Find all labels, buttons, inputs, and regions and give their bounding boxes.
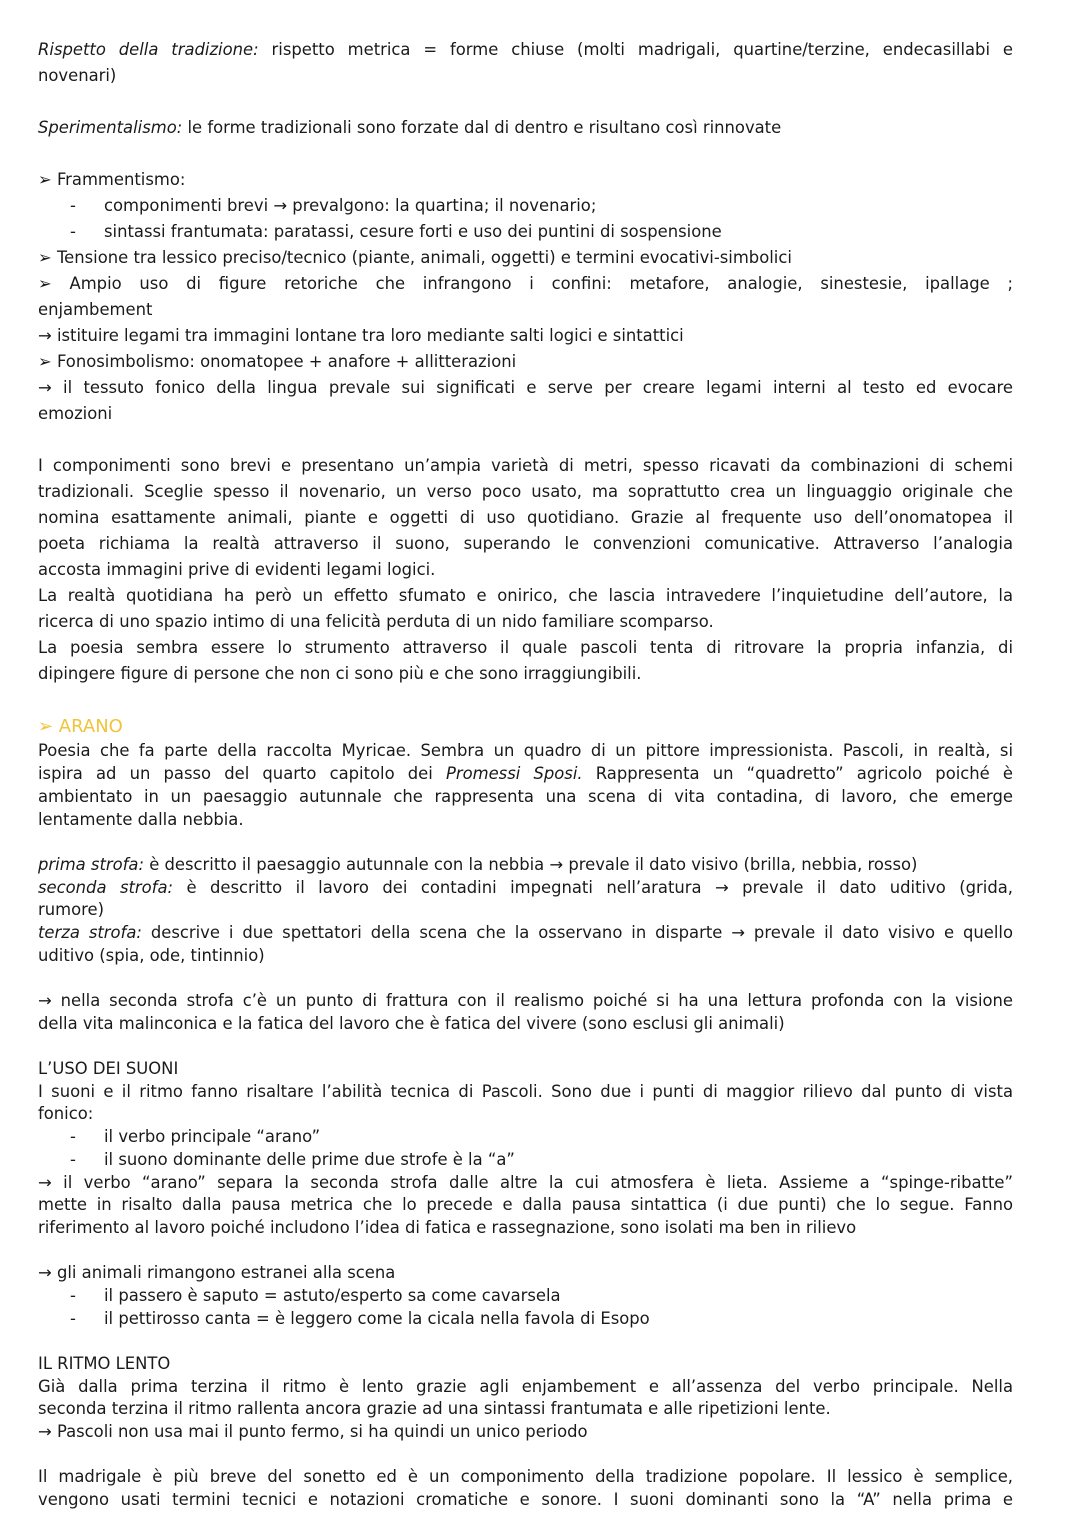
- tradizione-line-2: novenari): [38, 66, 117, 85]
- frammentismo-item: ➢ Frammentismo:: [38, 170, 186, 189]
- arano-heading: ➢ ARANO: [38, 716, 123, 737]
- tessuto-line-1: → il tessuto fonico della lingua prevale sui significati e serve per creare legami interni al testo ed evocare: [38, 378, 1013, 397]
- figure-item-line-1: ➢ Ampio uso di figure retoriche che infrangono i confini: metafore, analogie, sinestesie, ipallage ;: [38, 274, 1013, 293]
- tradizione-text: rispetto metrica = forme chiuse (molti madrigali, quartine/terzine, endecasillabi e: [258, 40, 1013, 59]
- seconda-strofa-label: seconda strofa:: [38, 878, 174, 897]
- paragraph-line: ricerca di uno spazio intimo di una felicità perduta di un nido familiare scomparso.: [38, 612, 714, 631]
- bullet-dash: -: [70, 222, 76, 241]
- suoni-line: fonico:: [38, 1104, 94, 1123]
- paragraph-line: I componimenti sono brevi e presentano un’ampia varietà di metri, spesso ricavati da combinazioni di schemi: [38, 456, 1013, 475]
- terza-strofa-line-2: uditivo (spia, ode, tintinnio): [38, 946, 265, 965]
- ritmo-heading: IL RITMO LENTO: [38, 1354, 171, 1373]
- frammentismo-bullet-2: sintassi frantumata: paratassi, cesure forti e uso dei puntini di sospensione: [104, 222, 722, 241]
- suoni-line: riferimento al lavoro poiché includono l’idea di fatica e rassegnazione, sono isolati ma ben in rilievo: [38, 1218, 857, 1237]
- animali-bullet-1: il passero è saputo = astuto/esperto sa come cavarsela: [104, 1286, 561, 1305]
- arano-line: lentamente dalla nebbia.: [38, 810, 244, 829]
- promessi-sposi-title: Promessi Sposi.: [445, 764, 583, 783]
- terza-strofa-text: descrive i due spettatori della scena che la osservano in disparte → prevale il dato visivo e quello: [141, 923, 1013, 942]
- fonosimbolismo-item: ➢ Fonosimbolismo: onomatopee + anafore + allitterazioni: [38, 352, 517, 371]
- prima-strofa-text: è descritto il paesaggio autunnale con la nebbia → prevale il dato visivo (brilla, nebbia, rosso): [144, 855, 918, 874]
- arano-line-text: ispira ad un passo del quarto capitolo dei: [38, 764, 446, 783]
- paragraph-line: nomina esattamente animali, piante e oggetti di uso quotidiano. Grazie al frequente uso dell’onomatopea il: [38, 508, 1013, 527]
- ritmo-line: Già dalla prima terzina il ritmo è lento grazie agli enjambement e all’assenza del verbo principale. Nella: [38, 1377, 1013, 1396]
- paragraph-line: poeta richiama la realtà attraverso il suono, superando le convenzioni comunicative. Attraverso l’analogia: [38, 534, 1013, 553]
- tradizione-line-1: [38, 39, 1013, 61]
- frattura-line-2: della vita malinconica e la fatica del lavoro che è fatica del vivere (sono esclusi gli animali): [38, 1014, 785, 1033]
- arano-line: Poesia che fa parte della raccolta Myricae. Sembra un quadro di un pittore impressionista. Pascoli, in realtà, si: [38, 741, 1013, 760]
- animali-line: → gli animali rimangono estranei alla scena: [38, 1263, 396, 1282]
- terza-strofa-line: [38, 922, 1013, 944]
- arano-line: ambientato in un paesaggio autunnale che rappresenta una scena di vita contadina, di lavoro, che emerge: [38, 787, 1013, 806]
- bullet-dash: -: [70, 1286, 76, 1305]
- arano-line-text: Rappresenta un “quadretto” agricolo poiché è: [582, 764, 1013, 783]
- seconda-strofa-line-2: rumore): [38, 900, 104, 919]
- suoni-heading: L’USO DEI SUONI: [38, 1059, 179, 1078]
- sperimentalismo-line: [38, 117, 781, 139]
- animali-bullet-2: il pettirosso canta = è leggero come la cicala nella favola di Esopo: [104, 1309, 650, 1328]
- bullet-dash: -: [70, 1150, 76, 1169]
- bullet-dash: -: [70, 1127, 76, 1146]
- sperimentalismo-label: Sperimentalismo:: [38, 118, 183, 137]
- paragraph-line: La realtà quotidiana ha però un effetto sfumato e onirico, che lascia intravedere l’inquietudine dell’autore, la: [38, 586, 1013, 605]
- suoni-line: I suoni e il ritmo fanno risaltare l’abilità tecnica di Pascoli. Sono due i punti di maggior rilievo dal punto di vista: [38, 1082, 1013, 1101]
- paragraph-line: La poesia sembra essere lo strumento attraverso il quale pascoli tenta di ritrovare la propria infanzia, di: [38, 638, 1013, 657]
- tradizione-label: Rispetto della tradizione:: [38, 40, 259, 59]
- paragraph-line: tradizionali. Sceglie spesso il novenario, un verso poco usato, ma soprattutto crea un linguaggio originale che: [38, 482, 1013, 501]
- ritmo-line: → Pascoli non usa mai il punto fermo, si ha quindi un unico periodo: [38, 1422, 588, 1441]
- paragraph-line: dipingere figure di persone che non ci sono più e che sono irraggiungibili.: [38, 664, 642, 683]
- prima-strofa-line: [38, 854, 917, 876]
- seconda-strofa-line: [38, 877, 1013, 899]
- sperimentalismo-text: le forme tradizionali sono forzate dal di dentro e risultano così rinnovate: [182, 118, 782, 137]
- suoni-line: mette in risalto dalla pausa metrica che lo precede e dalla pausa sintattica (i due punti) che lo segue. Fanno: [38, 1195, 1013, 1214]
- suoni-line: → il verbo “arano” separa la seconda strofa dalle altre la cui atmosfera è lieta. Assieme a “spinge-ribatte”: [38, 1173, 1013, 1192]
- frammentismo-bullet-1: componimenti brevi → prevalgono: la quartina; il novenario;: [104, 196, 597, 215]
- suoni-bullet-1: il verbo principale “arano”: [104, 1127, 321, 1146]
- seconda-strofa-text: è descritto il lavoro dei contadini impegnati nell’aratura → prevale il dato uditivo (grida,: [173, 878, 1013, 897]
- bullet-dash: -: [70, 196, 76, 215]
- madrigale-line: vengono usati termini tecnici e notazioni cromatiche e sonore. I suoni dominanti sono la “A” nella prima e: [38, 1490, 1013, 1509]
- bullet-dash: -: [70, 1309, 76, 1328]
- suoni-bullet-2: il suono dominante delle prime due strofe è la “a”: [104, 1150, 515, 1169]
- tessuto-line-2: emozioni: [38, 404, 113, 423]
- madrigale-line: Il madrigale è più breve del sonetto ed è un componimento della tradizione popolare. Il lessico è semplice,: [38, 1467, 1013, 1486]
- paragraph-line: accosta immagini prive di evidenti legami logici.: [38, 560, 436, 579]
- legami-line: → istituire legami tra immagini lontane tra loro mediante salti logici e sintattici: [38, 326, 684, 345]
- ritmo-line: seconda terzina il ritmo rallenta ancora grazie ad una sintassi frantumata e alle ripetizioni lente.: [38, 1399, 831, 1418]
- tensione-item: ➢ Tensione tra lessico preciso/tecnico (piante, animali, oggetti) e termini evocativi-simbolici: [38, 248, 792, 267]
- figure-item-line-2: enjambement: [38, 300, 153, 319]
- frattura-line-1: → nella seconda strofa c’è un punto di frattura con il realismo poiché si ha una lettura profonda con la visione: [38, 991, 1013, 1010]
- arano-line: [38, 763, 1013, 785]
- terza-strofa-label: terza strofa:: [38, 923, 142, 942]
- prima-strofa-label: prima strofa:: [38, 855, 144, 874]
